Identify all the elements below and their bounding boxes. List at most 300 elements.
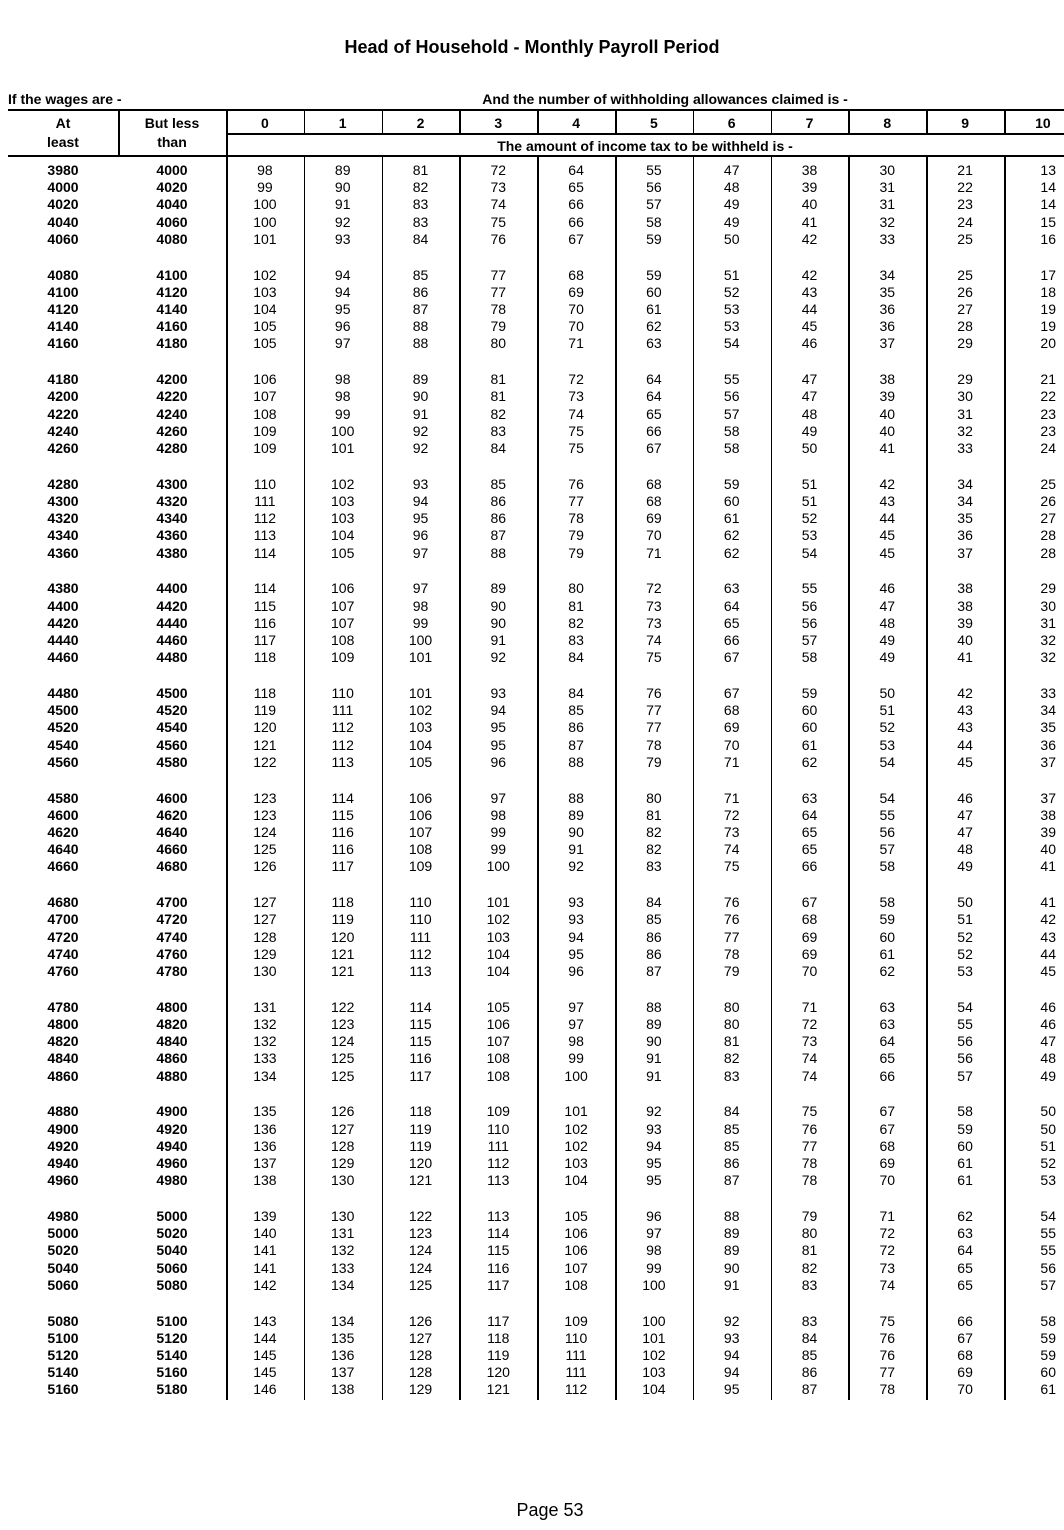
wage-at-least: 5100 bbox=[47, 1329, 79, 1346]
tax-amount: 77 bbox=[490, 266, 507, 283]
tax-amount: 118 bbox=[409, 1103, 432, 1120]
tax-amount: 65 bbox=[801, 841, 818, 858]
col-but-less-header-2: than bbox=[157, 134, 187, 150]
tax-amount: 68 bbox=[646, 475, 662, 492]
tax-amount: 105 bbox=[253, 335, 277, 352]
tax-amount: 25 bbox=[1040, 475, 1056, 492]
tax-amount: 78 bbox=[879, 1381, 896, 1398]
tax-amount: 113 bbox=[331, 753, 354, 770]
tax-amount: 21 bbox=[957, 162, 973, 178]
tax-amount: 67 bbox=[801, 894, 818, 911]
tax-amount: 114 bbox=[487, 1225, 510, 1242]
tax-amount: 126 bbox=[408, 1312, 433, 1329]
tax-amount: 67 bbox=[568, 230, 584, 247]
tax-amount: 103 bbox=[331, 493, 355, 509]
wage-but-less-than: 4000 bbox=[156, 162, 188, 178]
tax-amount: 57 bbox=[957, 1067, 973, 1084]
tax-amount: 57 bbox=[1040, 1276, 1056, 1293]
tax-amount: 121 bbox=[331, 963, 355, 979]
allowances-label: And the number of withholding allowances claimed is - bbox=[482, 91, 848, 107]
wage-at-least: 4540 bbox=[47, 736, 79, 753]
tax-amount: 42 bbox=[879, 475, 896, 492]
tax-amount: 72 bbox=[801, 1016, 818, 1032]
tax-amount: 88 bbox=[646, 998, 662, 1015]
tax-amount: 110 bbox=[409, 894, 432, 911]
tax-amount: 56 bbox=[957, 1050, 973, 1067]
tax-amount: 50 bbox=[1040, 1120, 1056, 1137]
tax-amount: 84 bbox=[723, 1103, 740, 1120]
tax-amount: 39 bbox=[801, 179, 818, 196]
tax-amount: 44 bbox=[801, 301, 818, 317]
tax-amount: 124 bbox=[253, 824, 277, 840]
tax-amount: 140 bbox=[253, 1225, 277, 1242]
tax-amount: 74 bbox=[801, 1050, 818, 1067]
tax-amount: 26 bbox=[1040, 493, 1056, 509]
wage-but-less-than: 4200 bbox=[156, 371, 188, 388]
wage-at-least: 4920 bbox=[47, 1137, 79, 1154]
tax-amount: 75 bbox=[801, 1103, 818, 1120]
tax-amount: 67 bbox=[957, 1329, 973, 1346]
tax-amount: 38 bbox=[1040, 806, 1056, 823]
tax-amount: 136 bbox=[331, 1347, 355, 1363]
tax-amount: 72 bbox=[879, 1242, 896, 1259]
wage-but-less-than: 4040 bbox=[156, 196, 188, 213]
wage-but-less-than: 5040 bbox=[156, 1242, 188, 1259]
tax-amount: 101 bbox=[331, 440, 355, 456]
wage-at-least: 5060 bbox=[47, 1276, 79, 1293]
tax-amount: 48 bbox=[723, 179, 740, 196]
tax-amount: 142 bbox=[253, 1276, 277, 1293]
tax-amount: 141 bbox=[253, 1242, 277, 1259]
tax-amount: 111 bbox=[565, 1347, 587, 1363]
tax-amount: 16 bbox=[1040, 230, 1056, 247]
tax-amount: 18 bbox=[1040, 283, 1056, 300]
tax-amount: 117 bbox=[487, 1312, 510, 1329]
tax-amount: 95 bbox=[723, 1381, 740, 1398]
tax-amount: 88 bbox=[568, 753, 584, 770]
tax-amount: 13 bbox=[1040, 162, 1056, 178]
tax-amount: 107 bbox=[564, 1259, 588, 1276]
tax-amount: 61 bbox=[957, 1172, 973, 1189]
tax-amount: 17 bbox=[1040, 266, 1056, 283]
tax-amount: 19 bbox=[1040, 318, 1056, 335]
page-number: Page 53 bbox=[516, 1500, 584, 1520]
tax-amount: 138 bbox=[253, 1172, 277, 1189]
tax-amount: 22 bbox=[1040, 388, 1056, 405]
wage-but-less-than: 5180 bbox=[156, 1381, 188, 1398]
tax-amount: 84 bbox=[568, 649, 584, 666]
wage-at-least: 4620 bbox=[47, 824, 79, 840]
tax-amount: 58 bbox=[957, 1103, 973, 1120]
tax-amount: 32 bbox=[879, 213, 896, 230]
tax-amount: 76 bbox=[490, 230, 507, 247]
tax-amount: 87 bbox=[568, 736, 584, 753]
wage-at-least: 5080 bbox=[47, 1312, 79, 1329]
tax-amount: 88 bbox=[412, 318, 429, 335]
tax-amount: 37 bbox=[957, 544, 973, 561]
tax-amount: 101 bbox=[408, 685, 433, 701]
tax-amount: 100 bbox=[331, 422, 355, 439]
tax-amount: 139 bbox=[253, 1208, 277, 1224]
tax-amount: 27 bbox=[1040, 510, 1056, 527]
wage-but-less-than: 4620 bbox=[156, 806, 188, 823]
tax-amount: 85 bbox=[490, 475, 507, 492]
tax-amount: 80 bbox=[568, 580, 584, 597]
tax-amount: 136 bbox=[253, 1137, 277, 1154]
tax-amount: 97 bbox=[646, 1225, 662, 1242]
tax-amount: 98 bbox=[257, 162, 273, 178]
tax-amount: 123 bbox=[408, 1225, 433, 1242]
tax-amount: 92 bbox=[723, 1312, 740, 1329]
tax-amount: 55 bbox=[801, 580, 818, 597]
tax-amount: 96 bbox=[334, 318, 351, 335]
tax-amount: 63 bbox=[879, 1016, 896, 1032]
tax-amount: 138 bbox=[331, 1381, 355, 1398]
tax-amount: 95 bbox=[490, 736, 507, 753]
tax-amount: 57 bbox=[723, 405, 740, 422]
tax-amount: 46 bbox=[879, 580, 896, 597]
tax-amount: 77 bbox=[801, 1137, 818, 1154]
tax-amount: 73 bbox=[568, 388, 584, 405]
wage-at-least: 4740 bbox=[47, 945, 79, 962]
tax-amount: 87 bbox=[412, 301, 429, 317]
tax-amount: 95 bbox=[334, 301, 351, 317]
wage-at-least: 4040 bbox=[47, 213, 79, 230]
tax-amount: 38 bbox=[801, 162, 818, 178]
tax-amount: 90 bbox=[334, 179, 351, 196]
tax-amount: 106 bbox=[253, 371, 277, 388]
tax-amount: 89 bbox=[723, 1225, 740, 1242]
wage-but-less-than: 4360 bbox=[156, 527, 188, 544]
tax-amount: 89 bbox=[490, 580, 507, 597]
tax-amount: 65 bbox=[646, 405, 662, 422]
wage-at-least: 4520 bbox=[47, 719, 79, 736]
wage-but-less-than: 4320 bbox=[156, 493, 188, 509]
wage-but-less-than: 4120 bbox=[156, 283, 188, 300]
tax-amount: 98 bbox=[490, 806, 507, 823]
tax-amount: 136 bbox=[253, 1120, 277, 1137]
tax-amount: 61 bbox=[957, 1155, 973, 1171]
tax-amount: 49 bbox=[723, 196, 740, 213]
tax-amount: 108 bbox=[564, 1276, 588, 1293]
wage-at-least: 4400 bbox=[47, 597, 79, 614]
tax-amount: 80 bbox=[801, 1225, 818, 1242]
tax-amount: 73 bbox=[801, 1033, 818, 1050]
tax-amount: 62 bbox=[957, 1208, 973, 1224]
tax-amount: 83 bbox=[490, 422, 507, 439]
tax-amount: 107 bbox=[331, 614, 355, 631]
tax-amount: 73 bbox=[646, 597, 662, 614]
tax-amount: 31 bbox=[957, 405, 973, 422]
tax-amount: 123 bbox=[253, 806, 277, 823]
tax-amount: 104 bbox=[642, 1381, 666, 1398]
tax-amount: 95 bbox=[412, 510, 429, 527]
tax-amount: 130 bbox=[331, 1172, 355, 1189]
tax-amount: 83 bbox=[801, 1312, 818, 1329]
tax-amount: 90 bbox=[646, 1033, 662, 1050]
tax-amount: 77 bbox=[490, 283, 507, 300]
tax-amount: 101 bbox=[253, 230, 277, 247]
tax-amount: 114 bbox=[409, 998, 432, 1015]
tax-amount: 106 bbox=[564, 1225, 588, 1242]
wage-but-less-than: 5060 bbox=[156, 1259, 188, 1276]
tax-amount: 82 bbox=[646, 824, 662, 840]
tax-amount: 93 bbox=[568, 911, 584, 928]
wage-but-less-than: 4080 bbox=[156, 230, 188, 247]
tax-amount: 127 bbox=[253, 911, 277, 928]
tax-amount: 103 bbox=[253, 283, 277, 300]
tax-amount: 72 bbox=[568, 371, 584, 388]
tax-amount: 122 bbox=[253, 753, 277, 770]
tax-amount: 44 bbox=[957, 736, 973, 753]
amount-label: The amount of income tax to be withheld is - bbox=[497, 138, 793, 154]
tax-amount: 94 bbox=[723, 1364, 740, 1381]
tax-amount: 99 bbox=[412, 614, 429, 631]
tax-amount: 69 bbox=[646, 510, 662, 527]
tax-amount: 74 bbox=[723, 841, 740, 858]
tax-amount: 129 bbox=[253, 945, 277, 962]
tax-amount: 145 bbox=[253, 1347, 277, 1363]
tax-amount: 75 bbox=[568, 440, 584, 456]
tax-amount: 126 bbox=[331, 1103, 355, 1120]
tax-amount: 45 bbox=[879, 527, 896, 544]
tax-amount: 121 bbox=[486, 1381, 510, 1398]
tax-amount: 112 bbox=[487, 1155, 510, 1171]
tax-amount: 73 bbox=[646, 614, 662, 631]
tax-amount: 38 bbox=[957, 580, 973, 597]
tax-amount: 134 bbox=[253, 1067, 277, 1084]
tax-amount: 65 bbox=[723, 614, 740, 631]
wage-at-least: 4380 bbox=[47, 580, 79, 597]
tax-amount: 88 bbox=[568, 789, 584, 806]
tax-amount: 80 bbox=[646, 789, 662, 806]
tax-amount: 54 bbox=[879, 789, 896, 806]
tax-amount: 76 bbox=[646, 685, 662, 701]
tax-amount: 76 bbox=[723, 911, 740, 928]
tax-amount: 36 bbox=[957, 527, 973, 544]
tax-amount: 72 bbox=[646, 580, 662, 597]
wage-but-less-than: 4340 bbox=[156, 510, 188, 527]
tax-amount: 14 bbox=[1040, 196, 1056, 213]
tax-amount: 110 bbox=[253, 475, 277, 492]
tax-amount: 54 bbox=[957, 998, 973, 1015]
tax-amount: 77 bbox=[646, 702, 662, 719]
wage-but-less-than: 5000 bbox=[156, 1208, 188, 1224]
wage-but-less-than: 4540 bbox=[156, 719, 188, 736]
tax-amount: 60 bbox=[801, 719, 818, 736]
wage-at-least: 4860 bbox=[47, 1067, 79, 1084]
tax-amount: 78 bbox=[568, 510, 584, 527]
tax-amount: 40 bbox=[879, 405, 896, 422]
tax-amount: 102 bbox=[486, 911, 510, 928]
tax-amount: 103 bbox=[642, 1364, 666, 1381]
tax-amount: 95 bbox=[646, 1155, 662, 1171]
tax-amount: 96 bbox=[646, 1208, 662, 1224]
tax-amount: 69 bbox=[801, 945, 818, 962]
tax-amount: 49 bbox=[957, 858, 973, 875]
tax-amount: 71 bbox=[723, 789, 740, 806]
tax-amount: 79 bbox=[490, 318, 507, 335]
tax-amount: 41 bbox=[1040, 858, 1056, 875]
tax-amount: 88 bbox=[490, 544, 507, 561]
tax-amount: 68 bbox=[568, 266, 584, 283]
tax-amount: 54 bbox=[801, 544, 818, 561]
tax-amount: 35 bbox=[1040, 719, 1056, 736]
tax-amount: 108 bbox=[486, 1050, 510, 1067]
tax-amount: 56 bbox=[723, 388, 740, 405]
tax-amount: 28 bbox=[1040, 544, 1056, 561]
tax-amount: 75 bbox=[879, 1312, 896, 1329]
tax-amount: 30 bbox=[879, 162, 896, 178]
tax-amount: 116 bbox=[253, 614, 277, 631]
tax-amount: 82 bbox=[568, 614, 584, 631]
tax-amount: 146 bbox=[253, 1381, 277, 1398]
tax-amount: 94 bbox=[412, 493, 429, 509]
tax-amount: 91 bbox=[412, 405, 429, 422]
tax-amount: 93 bbox=[568, 894, 584, 911]
tax-amount: 70 bbox=[879, 1172, 896, 1189]
tax-amount: 92 bbox=[334, 213, 351, 230]
tax-amount: 144 bbox=[253, 1329, 277, 1346]
tax-amount: 52 bbox=[879, 719, 896, 736]
tax-amount: 112 bbox=[409, 945, 432, 962]
tax-amount: 114 bbox=[253, 580, 277, 597]
wage-but-less-than: 4020 bbox=[156, 179, 188, 196]
tax-amount: 83 bbox=[801, 1276, 818, 1293]
tax-amount: 33 bbox=[1040, 685, 1056, 701]
tax-amount: 41 bbox=[801, 213, 818, 230]
wage-but-less-than: 5140 bbox=[156, 1347, 188, 1363]
tax-amount: 45 bbox=[801, 318, 818, 335]
tax-amount: 137 bbox=[331, 1364, 355, 1381]
tax-amount: 65 bbox=[801, 824, 818, 840]
tax-amount: 86 bbox=[646, 945, 662, 962]
tax-amount: 126 bbox=[253, 858, 277, 875]
tax-amount: 71 bbox=[879, 1208, 896, 1224]
tax-amount: 66 bbox=[957, 1312, 973, 1329]
tax-amount: 68 bbox=[957, 1347, 973, 1363]
tax-amount: 106 bbox=[408, 806, 433, 823]
tax-amount: 92 bbox=[490, 649, 507, 666]
tax-amount: 97 bbox=[412, 544, 429, 561]
wage-but-less-than: 4500 bbox=[156, 685, 188, 701]
tax-amount: 70 bbox=[723, 736, 740, 753]
tax-amount: 74 bbox=[490, 196, 507, 213]
tax-amount: 63 bbox=[879, 998, 896, 1015]
wage-but-less-than: 4280 bbox=[156, 440, 188, 456]
wage-at-least: 4980 bbox=[47, 1208, 79, 1224]
tax-amount: 65 bbox=[957, 1259, 973, 1276]
tax-amount: 100 bbox=[253, 213, 277, 230]
col-at-least-header-2: least bbox=[47, 134, 79, 150]
wage-but-less-than: 4940 bbox=[156, 1137, 188, 1154]
tax-amount: 56 bbox=[879, 824, 896, 840]
tax-amount: 97 bbox=[568, 998, 584, 1015]
wage-but-less-than: 4180 bbox=[156, 335, 188, 352]
tax-amount: 130 bbox=[331, 1208, 355, 1224]
wage-at-least: 4240 bbox=[47, 422, 79, 439]
wage-but-less-than: 4880 bbox=[156, 1067, 188, 1084]
tax-amount: 61 bbox=[723, 510, 740, 527]
tax-amount: 122 bbox=[331, 998, 355, 1015]
tax-amount: 51 bbox=[801, 493, 818, 509]
tax-amount: 27 bbox=[957, 301, 973, 317]
tax-amount: 46 bbox=[1040, 998, 1056, 1015]
tax-amount: 76 bbox=[568, 475, 584, 492]
wage-but-less-than: 4700 bbox=[156, 894, 188, 911]
tax-amount: 118 bbox=[253, 685, 277, 701]
tax-amount: 120 bbox=[253, 719, 277, 736]
tax-amount: 109 bbox=[253, 440, 277, 456]
tax-amount: 23 bbox=[1040, 422, 1056, 439]
wage-at-least: 4060 bbox=[47, 230, 79, 247]
tax-amount: 93 bbox=[723, 1329, 740, 1346]
tax-amount: 70 bbox=[646, 527, 662, 544]
tax-amount: 91 bbox=[646, 1050, 662, 1067]
tax-amount: 45 bbox=[957, 753, 973, 770]
tax-amount: 103 bbox=[408, 719, 433, 736]
tax-amount: 89 bbox=[568, 806, 584, 823]
tax-amount: 37 bbox=[1040, 789, 1056, 806]
wage-but-less-than: 5080 bbox=[156, 1276, 188, 1293]
tax-amount: 56 bbox=[957, 1033, 973, 1050]
tax-amount: 96 bbox=[490, 753, 507, 770]
tax-amount: 96 bbox=[412, 527, 429, 544]
tax-amount: 134 bbox=[331, 1312, 355, 1329]
tax-amount: 109 bbox=[486, 1103, 510, 1120]
tax-amount: 90 bbox=[490, 597, 507, 614]
tax-amount: 42 bbox=[1040, 911, 1056, 928]
tax-amount: 59 bbox=[879, 911, 896, 928]
tax-amount: 76 bbox=[879, 1347, 896, 1363]
tax-amount: 54 bbox=[723, 335, 740, 352]
allowance-column-header: 7 bbox=[805, 115, 814, 131]
tax-amount: 127 bbox=[331, 1120, 355, 1137]
wage-but-less-than: 5120 bbox=[156, 1329, 188, 1346]
tax-amount: 92 bbox=[646, 1103, 662, 1120]
wages-label: If the wages are - bbox=[8, 91, 122, 107]
tax-amount: 91 bbox=[334, 196, 351, 213]
tax-amount: 28 bbox=[1040, 527, 1056, 544]
tax-amount: 56 bbox=[646, 179, 662, 196]
tax-amount: 108 bbox=[253, 405, 277, 422]
tax-amount: 76 bbox=[723, 894, 740, 911]
tax-amount: 96 bbox=[568, 963, 584, 979]
tax-amount: 79 bbox=[568, 527, 584, 544]
tax-amount: 57 bbox=[879, 841, 896, 858]
wage-at-least: 4200 bbox=[47, 388, 79, 405]
tax-amount: 49 bbox=[1040, 1067, 1056, 1084]
tax-amount: 62 bbox=[723, 527, 740, 544]
tax-amount: 74 bbox=[879, 1276, 896, 1293]
tax-amount: 31 bbox=[1040, 614, 1056, 631]
tax-amount: 81 bbox=[723, 1033, 740, 1050]
tax-amount: 46 bbox=[1040, 1016, 1056, 1032]
tax-amount: 90 bbox=[723, 1259, 740, 1276]
tax-amount: 55 bbox=[1040, 1242, 1056, 1259]
tax-amount: 120 bbox=[408, 1155, 433, 1171]
wage-at-least: 4960 bbox=[47, 1172, 79, 1189]
tax-amount: 21 bbox=[1040, 371, 1056, 388]
tax-amount: 84 bbox=[801, 1329, 818, 1346]
tax-amount: 125 bbox=[408, 1276, 433, 1293]
wage-at-least: 4640 bbox=[47, 841, 79, 858]
tax-amount: 66 bbox=[879, 1067, 896, 1084]
tax-amount: 71 bbox=[723, 753, 740, 770]
tax-amount: 57 bbox=[646, 196, 662, 213]
tax-amount: 128 bbox=[331, 1137, 355, 1154]
tax-amount: 54 bbox=[1040, 1208, 1056, 1224]
